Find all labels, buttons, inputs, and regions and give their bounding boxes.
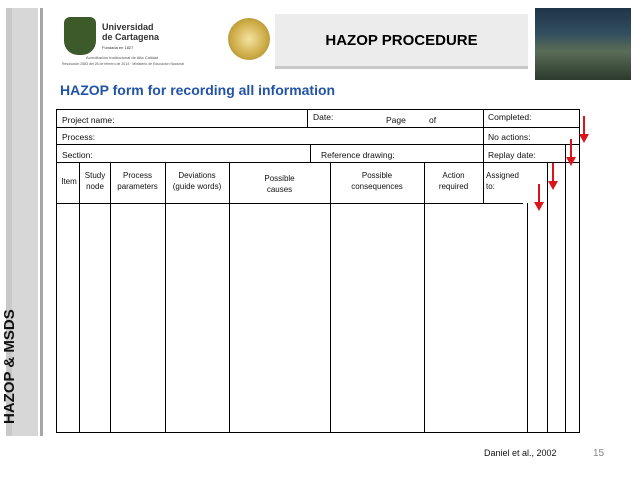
project-name-label: Project name:: [62, 115, 115, 125]
hazop-form: [56, 109, 580, 433]
col-header-possible-causes: [229, 173, 330, 195]
col-header-study-node-line1: Study: [84, 171, 106, 180]
col-header-action-required-line2: required: [438, 182, 469, 191]
col-header-process-parameters: [110, 170, 165, 192]
red-arrow-no-actions-icon: [565, 139, 577, 167]
vline-right-block: [483, 110, 484, 203]
logo-name: [102, 22, 159, 53]
col-header-assigned-to-line2: to:: [486, 182, 495, 191]
no-actions-label: No actions:: [488, 132, 531, 142]
vline-reference: [310, 144, 311, 162]
red-arrow-completed-icon: [578, 116, 590, 144]
col-header-possible-consequences: [330, 170, 424, 192]
title-bar: [275, 14, 528, 69]
citation: Daniel et al., 2002: [484, 448, 557, 458]
university-crest-icon: [64, 17, 96, 55]
logo-name-line2: de Cartagena: [102, 32, 160, 42]
sidebar-divider: [40, 8, 43, 436]
logo-resolution: Resolución 2583 del 26 de febrero de 2014 · Ministerio de Educación Nacional: [62, 62, 184, 66]
col-header-item: Item: [61, 177, 77, 186]
process-label: Process:: [62, 132, 96, 142]
university-logo: [60, 14, 260, 70]
col-line-node: [110, 162, 111, 433]
col-header-deviations: [165, 170, 229, 192]
col-line-causes: [330, 162, 331, 433]
page-title: HAZOP PROCEDURE: [325, 32, 478, 49]
cover-photo: [535, 8, 631, 80]
col-line-noactions: [565, 144, 566, 433]
col-header-possible-causes-line1: Possible: [264, 174, 295, 183]
section-label: Section:: [62, 150, 93, 160]
col-line-params: [165, 162, 166, 433]
logo-name-line1: Universidad: [102, 22, 154, 32]
col-header-study-node-line2: node: [86, 182, 104, 191]
header: [60, 14, 528, 70]
row-divider-2: [57, 144, 579, 145]
sidebar-label: HAZOP & MSDS: [1, 309, 18, 424]
col-header-process-parameters-line1: Process: [123, 171, 152, 180]
col-header-possible-consequences-line2: consequences: [351, 182, 403, 191]
col-line-item: [79, 162, 80, 433]
reference-drawing-label: Reference drawing:: [321, 150, 395, 160]
sidebar: [0, 0, 46, 479]
logo-founded: Fundada en 1827: [102, 45, 134, 50]
col-header-action-required-line1: Action: [442, 171, 465, 180]
row-divider-3: [57, 162, 579, 163]
col-line-consequences: [424, 162, 425, 433]
col-header-possible-consequences-line1: Possible: [361, 171, 393, 180]
logo-accreditation: Acreditación Institucional de Alta Calidad: [86, 55, 159, 60]
col-line-assigned: [527, 203, 528, 433]
page-number: 15: [593, 448, 605, 459]
date-label: Date:: [313, 112, 334, 122]
completed-label: Completed:: [488, 112, 532, 122]
col-header-possible-causes-line2: causes: [266, 185, 293, 194]
col-header-assigned-to: [486, 170, 526, 192]
col-line-deviations: [229, 162, 230, 433]
col-header-study-node: [80, 170, 110, 192]
replay-date-label: Replay date:: [488, 150, 536, 160]
col-header-deviations-line2: (guide words): [172, 182, 222, 191]
col-line-replay: [547, 162, 548, 433]
col-header-action-required: [424, 170, 483, 192]
of-label: of: [429, 115, 437, 125]
col-header-deviations-line1: Deviations: [178, 171, 216, 180]
row-divider-1: [57, 127, 579, 128]
col-header-assigned-to-line1: Assigned: [486, 171, 519, 180]
accreditation-seal-icon: [228, 18, 270, 60]
form-subtitle: HAZOP form for recording all information: [60, 82, 336, 98]
column-header-divider: [57, 203, 523, 204]
red-arrow-replay-date-icon: [547, 163, 559, 191]
red-arrow-assigned-to-icon: [533, 184, 545, 212]
page-label: Page: [386, 115, 406, 125]
vline-date: [307, 110, 308, 127]
col-header-process-parameters-line2: parameters: [117, 182, 158, 191]
